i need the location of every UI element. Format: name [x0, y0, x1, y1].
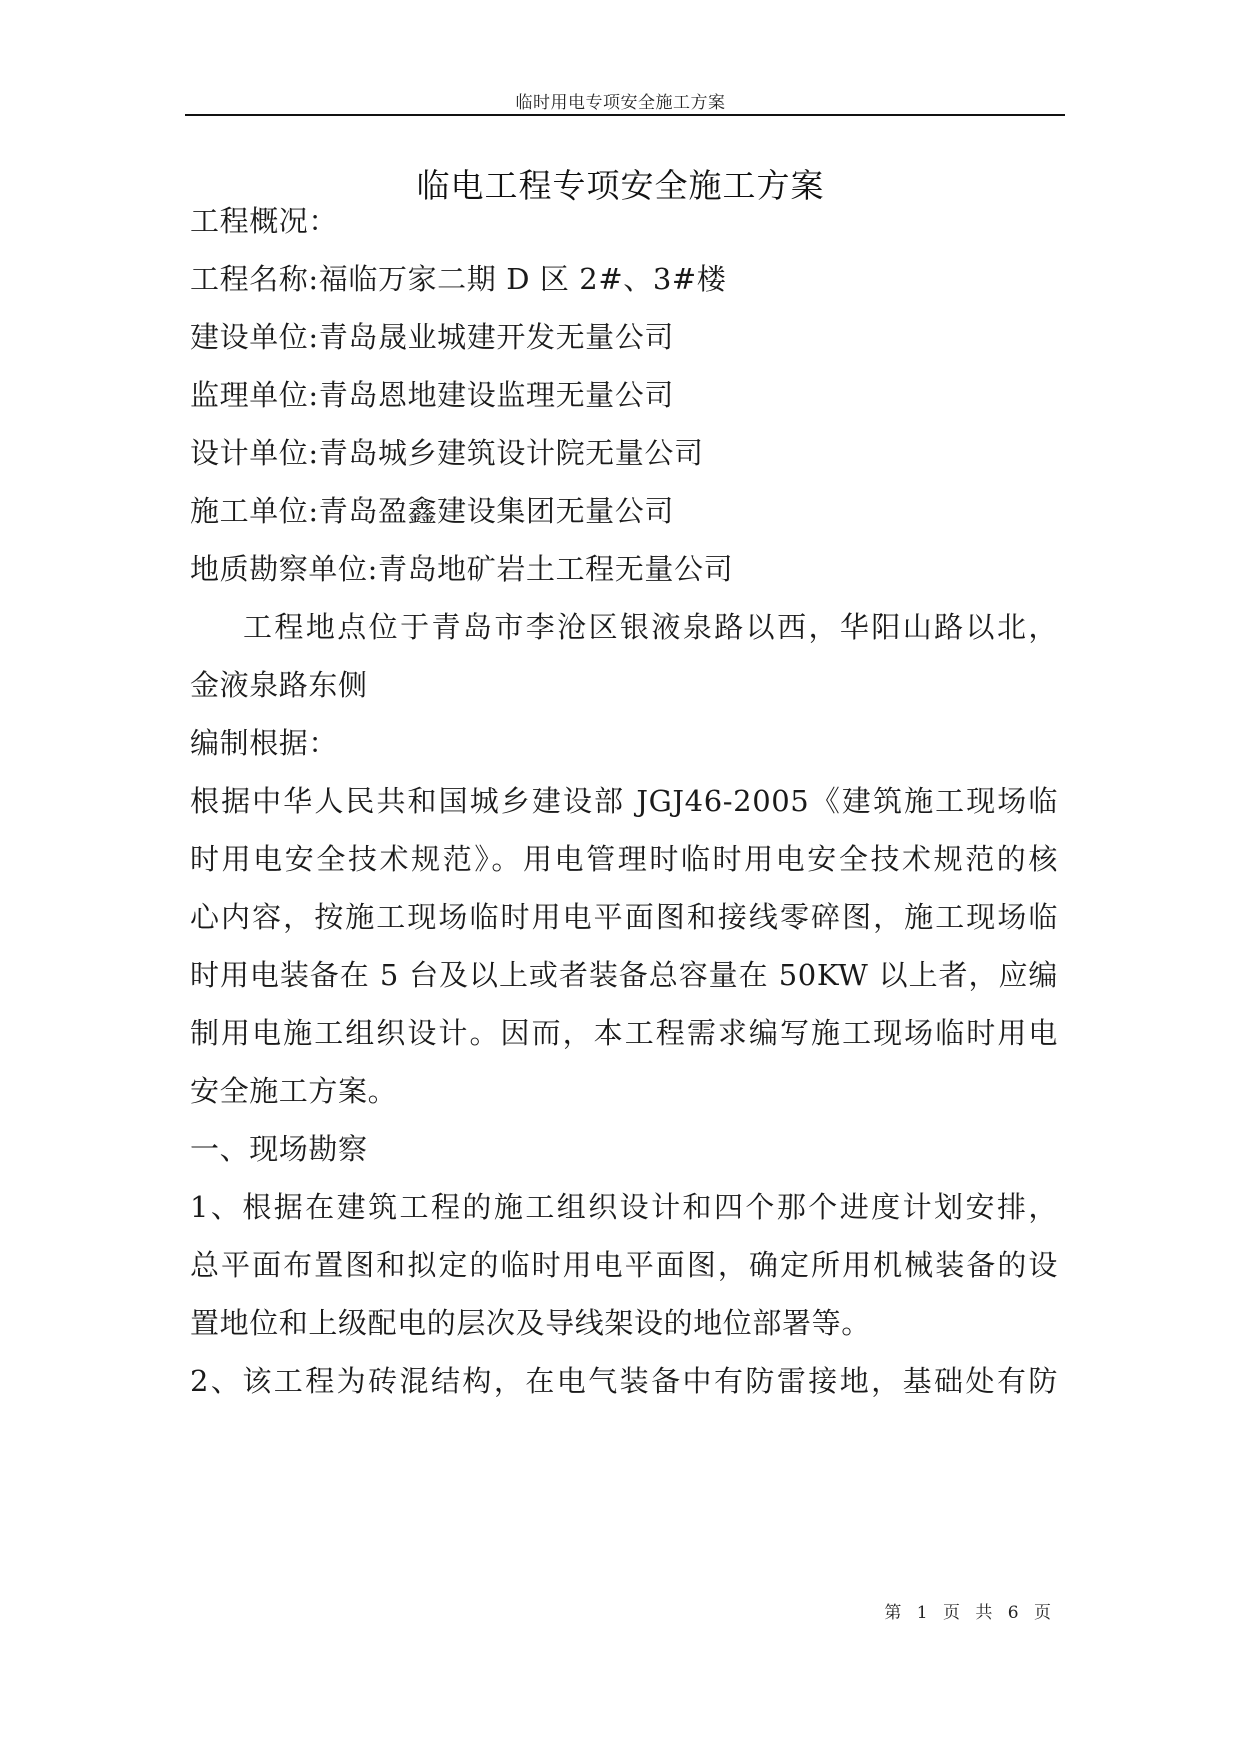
basis-paragraph-line: 心内容，按施工现场临时用电平面图和接线零碎图，施工现场临 [190, 900, 1058, 934]
item-1-line: 总平面布置图和拟定的临时用电平面图，确定所用机械装备的设 [190, 1248, 1058, 1282]
item-2-line: 2、该工程为砖混结构，在电气装备中有防雷接地，基础处有防 [190, 1364, 1058, 1398]
project-location-line-2: 金液泉路东侧 [190, 668, 368, 702]
section-heading-site-survey: 一、现场勘察 [190, 1132, 368, 1166]
supervision-unit: 监理单位:青岛恩地建设监理无量公司 [190, 378, 674, 412]
project-location-line-1: 工程地点位于青岛市李沧区银液泉路以西，华阳山路以北， [243, 610, 1058, 644]
header-divider [185, 114, 1065, 116]
contractor-unit: 施工单位:青岛盈鑫建设集团无量公司 [190, 494, 674, 528]
geological-survey-unit: 地质勘察单位:青岛地矿岩土工程无量公司 [190, 552, 734, 586]
design-unit: 设计单位:青岛城乡建筑设计院无量公司 [190, 436, 704, 470]
running-header: 临时用电专项安全施工方案 [515, 93, 726, 113]
basis-paragraph-line: 时用电安全技术规范》。用电管理时临时用电安全技术规范的核 [190, 842, 1058, 876]
basis-paragraph-line: 时用电装备在 5 台及以上或者装备总容量在 50KW 以上者，应编 [190, 958, 1058, 992]
item-1-line: 置地位和上级配电的层次及导线架设的地位部署等。 [190, 1306, 871, 1340]
document-title: 临电工程专项安全施工方案 [416, 166, 825, 205]
basis-paragraph-line: 制用电施工组织设计。因而，本工程需求编写施工现场临时用电 [190, 1016, 1058, 1050]
basis-paragraph-line: 安全施工方案。 [190, 1074, 398, 1108]
basis-paragraph-line: 根据中华人民共和国城乡建设部 JGJ46-2005《建筑施工现场临 [190, 784, 1058, 818]
item-1-line: 1、根据在建筑工程的施工组织设计和四个那个进度计划安排， [190, 1190, 1058, 1224]
section-heading-basis: 编制根据： [190, 726, 339, 760]
construction-owner: 建设单位:青岛晟业城建开发无量公司 [190, 320, 674, 354]
page-number: 第 1 页 共 6 页 [884, 1603, 1056, 1623]
section-heading-overview: 工程概况： [190, 204, 339, 238]
project-name: 工程名称:福临万家二期 D 区 2#、3#楼 [190, 262, 727, 296]
